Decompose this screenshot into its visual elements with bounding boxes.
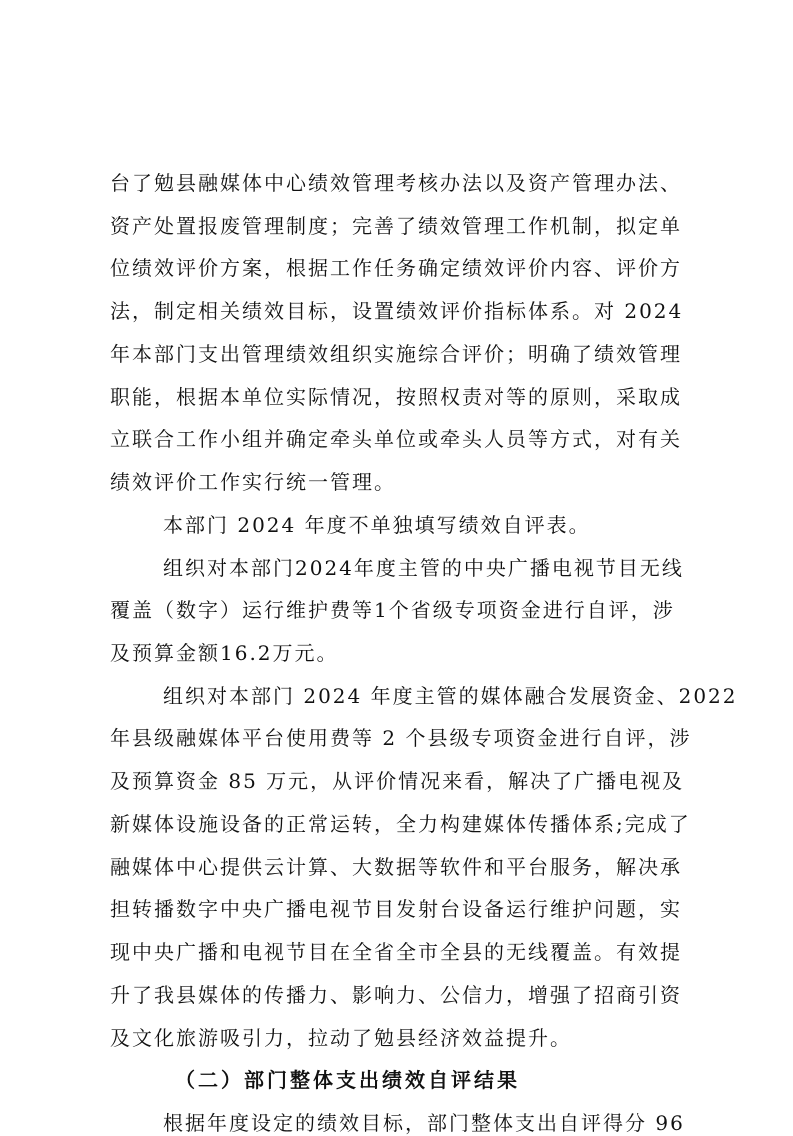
paragraph-line: 本部门 2024 年度不单独填写绩效自评表。 (163, 513, 591, 537)
paragraph-line: 资产处置报废管理制度；完善了绩效管理工作机制，拟定单 (110, 214, 682, 238)
paragraph-line: 位绩效评价方案，根据工作任务确定绩效评价内容、评价方 (110, 256, 682, 280)
section-heading: （二）部门整体支出绩效自评结果 (175, 1068, 520, 1092)
paragraph-line: 覆盖（数字）运行维护费等1个省级专项资金进行自评，涉 (110, 598, 675, 622)
paragraph-line: 融媒体中心提供云计算、大数据等软件和平台服务，解决承 (110, 855, 682, 879)
paragraph-line: 组织对本部门2024年度主管的中央广播电视节目无线 (163, 556, 684, 580)
paragraph-line: 绩效评价工作实行统一管理。 (110, 470, 396, 494)
paragraph-line: 年本部门支出管理绩效组织实施综合评价；明确了绩效管理 (110, 342, 682, 366)
paragraph-line: 年县级融媒体平台使用费等 2 个县级专项资金进行自评，涉 (110, 726, 692, 750)
paragraph-line: 职能，根据本单位实际情况，按照权责对等的原则，采取成 (110, 385, 682, 409)
paragraph-line: 及预算资金 85 万元，从评价情况来看，解决了广播电视及 (110, 769, 685, 793)
paragraph-line: 台了勉县融媒体中心绩效管理考核办法以及资产管理办法、 (110, 171, 682, 195)
paragraph-line: 及文化旅游吸引力，拉动了勉县经济效益提升。 (110, 1026, 572, 1050)
paragraph-line: 法，制定相关绩效目标，设置绩效评价指标体系。对 2024 (110, 299, 684, 323)
paragraph-line: 及预算金额16.2万元。 (110, 641, 339, 665)
paragraph-line: 担转播数字中央广播电视节目发射台设备运行维护问题，实 (110, 897, 682, 921)
paragraph-line: 现中央广播和电视节目在全省全市全县的无线覆盖。有效提 (110, 940, 682, 964)
paragraph-line: 根据年度设定的绩效目标，部门整体支出自评得分 96 (163, 1111, 685, 1135)
paragraph-line: 新媒体设施设备的正常运转，全力构建媒体传播体系;完成了 (110, 812, 691, 836)
paragraph-line: 组织对本部门 2024 年度主管的媒体融合发展资金、2022 (163, 684, 738, 708)
paragraph-line: 立联合工作小组并确定牵头单位或牵头人员等方式，对有关 (110, 427, 682, 451)
paragraph-line: 升了我县媒体的传播力、影响力、公信力，增强了招商引资 (110, 983, 682, 1007)
